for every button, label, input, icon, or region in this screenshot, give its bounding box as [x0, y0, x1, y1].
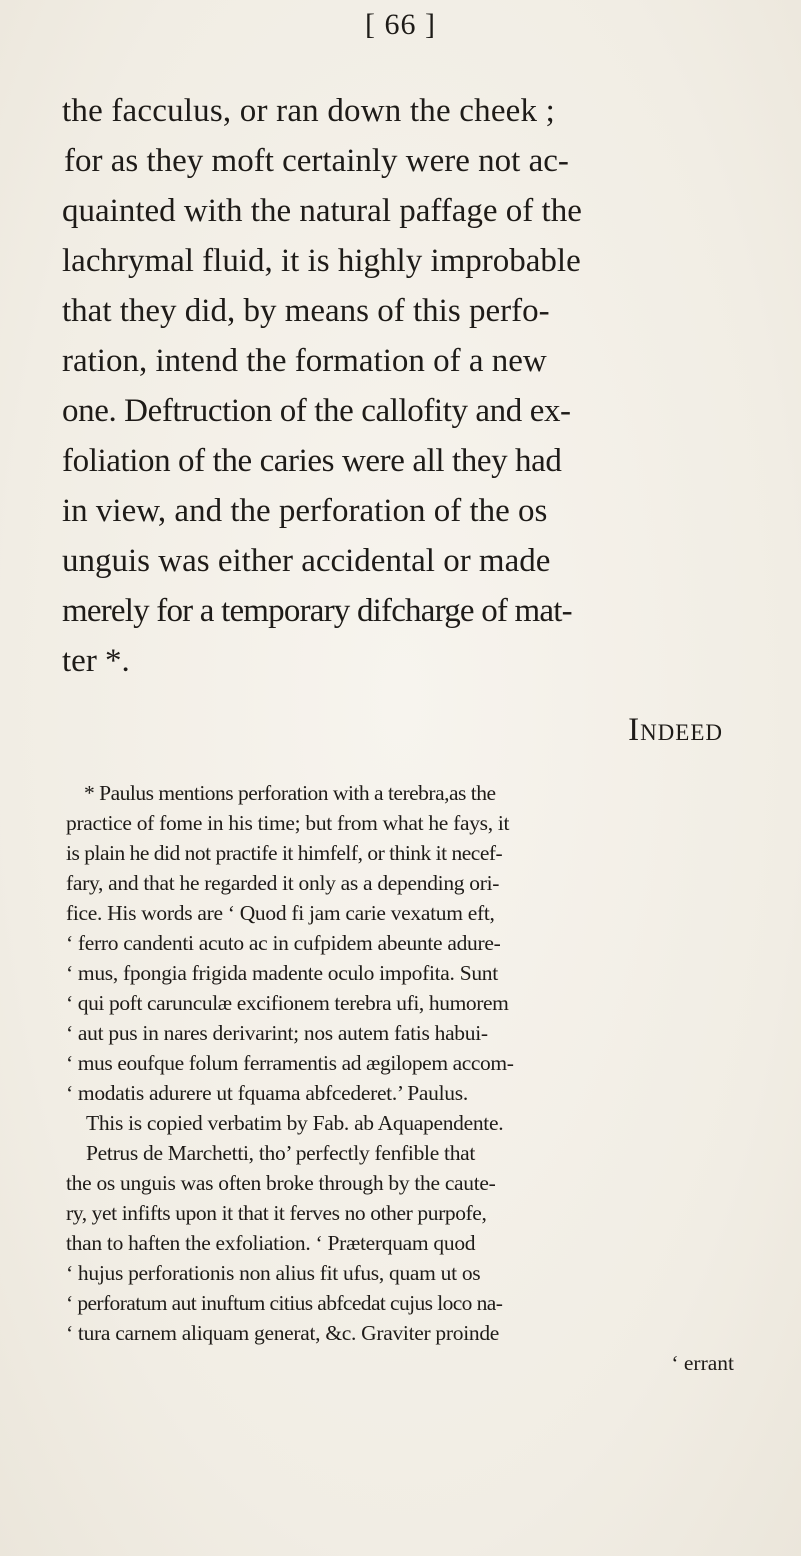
footnote-line: ‘ mus eoufque folum ferramentis ad ægilopem accom-: [66, 1051, 514, 1075]
main-line: the facculus, or ran down the cheek ;: [62, 93, 556, 129]
footnote-line: ‘ ferro candenti acuto ac in cufpidem abeunte adure-: [66, 931, 501, 955]
footnote-line: ‘ perforatum aut inuftum citius abfcedat cujus loco na-: [66, 1291, 503, 1315]
footnote: [66, 778, 740, 1378]
footnote-line: ‘ tura carnem aliquam generat, &c. Graviter proinde: [66, 1321, 500, 1345]
main-line: for as they moft certainly were not ac-: [64, 143, 569, 179]
main-line: ration, intend the formation of a new: [62, 343, 547, 379]
footnote-line: practice of fome in his time; but from what he fays, it: [66, 811, 510, 835]
catchword: Indeed: [628, 712, 723, 748]
footnote-line: ‘ modatis adurere ut fquama abfcederet.’ Paulus.: [66, 1081, 468, 1105]
footnote-line: ry, yet infifts upon it that it ferves no other purpofe,: [66, 1201, 487, 1225]
main-text: [62, 86, 740, 686]
main-line: in view, and the perforation of the os: [62, 493, 548, 529]
footnote-line: is plain he did not practife it himfelf, or think it necef-: [66, 841, 503, 865]
main-line: merely for a temporary difcharge of mat-: [62, 593, 572, 629]
main-line: one. Deftruction of the callofity and ex-: [62, 393, 571, 429]
footnote-line: the os unguis was often broke through by the caute-: [66, 1171, 496, 1195]
footnote-line: fice. His words are ‘ Quod fi jam carie vexatum eft,: [66, 901, 495, 925]
footnote-line: Petrus de Marchetti, tho’ perfectly fenfible that: [86, 1141, 476, 1165]
footnote-line: fary, and that he regarded it only as a depending ori-: [66, 871, 500, 895]
main-line: ter *.: [62, 643, 130, 679]
page-number: [ 66 ]: [365, 8, 436, 41]
footnote-line: ‘ mus, fpongia frigida madente oculo impofita. Sunt: [66, 961, 498, 985]
footnote-line: ‘ aut pus in nares derivarint; nos autem fatis habui-: [66, 1021, 488, 1045]
main-line: lachrymal fluid, it is highly improbable: [62, 243, 581, 279]
footnote-line: ‘ hujus perforationis non alius fit ufus, quam ut os: [66, 1261, 481, 1285]
footnote-line: This is copied verbatim by Fab. ab Aquapendente.: [86, 1111, 504, 1135]
footnote-line: * Paulus mentions perforation with a terebra,as the: [84, 781, 496, 805]
footnote-line: ‘ qui poft carunculæ excifionem terebra ufi, humorem: [66, 991, 509, 1015]
footnote-line: than to haften the exfoliation. ‘ Præterquam quod: [66, 1231, 476, 1255]
main-line: foliation of the caries were all they had: [62, 443, 562, 479]
footnote-line: ‘ errant: [671, 1351, 734, 1375]
main-line: unguis was either accidental or made: [62, 543, 551, 579]
main-line: that they did, by means of this perfo-: [62, 293, 550, 329]
main-line: quainted with the natural paffage of the: [62, 193, 582, 229]
